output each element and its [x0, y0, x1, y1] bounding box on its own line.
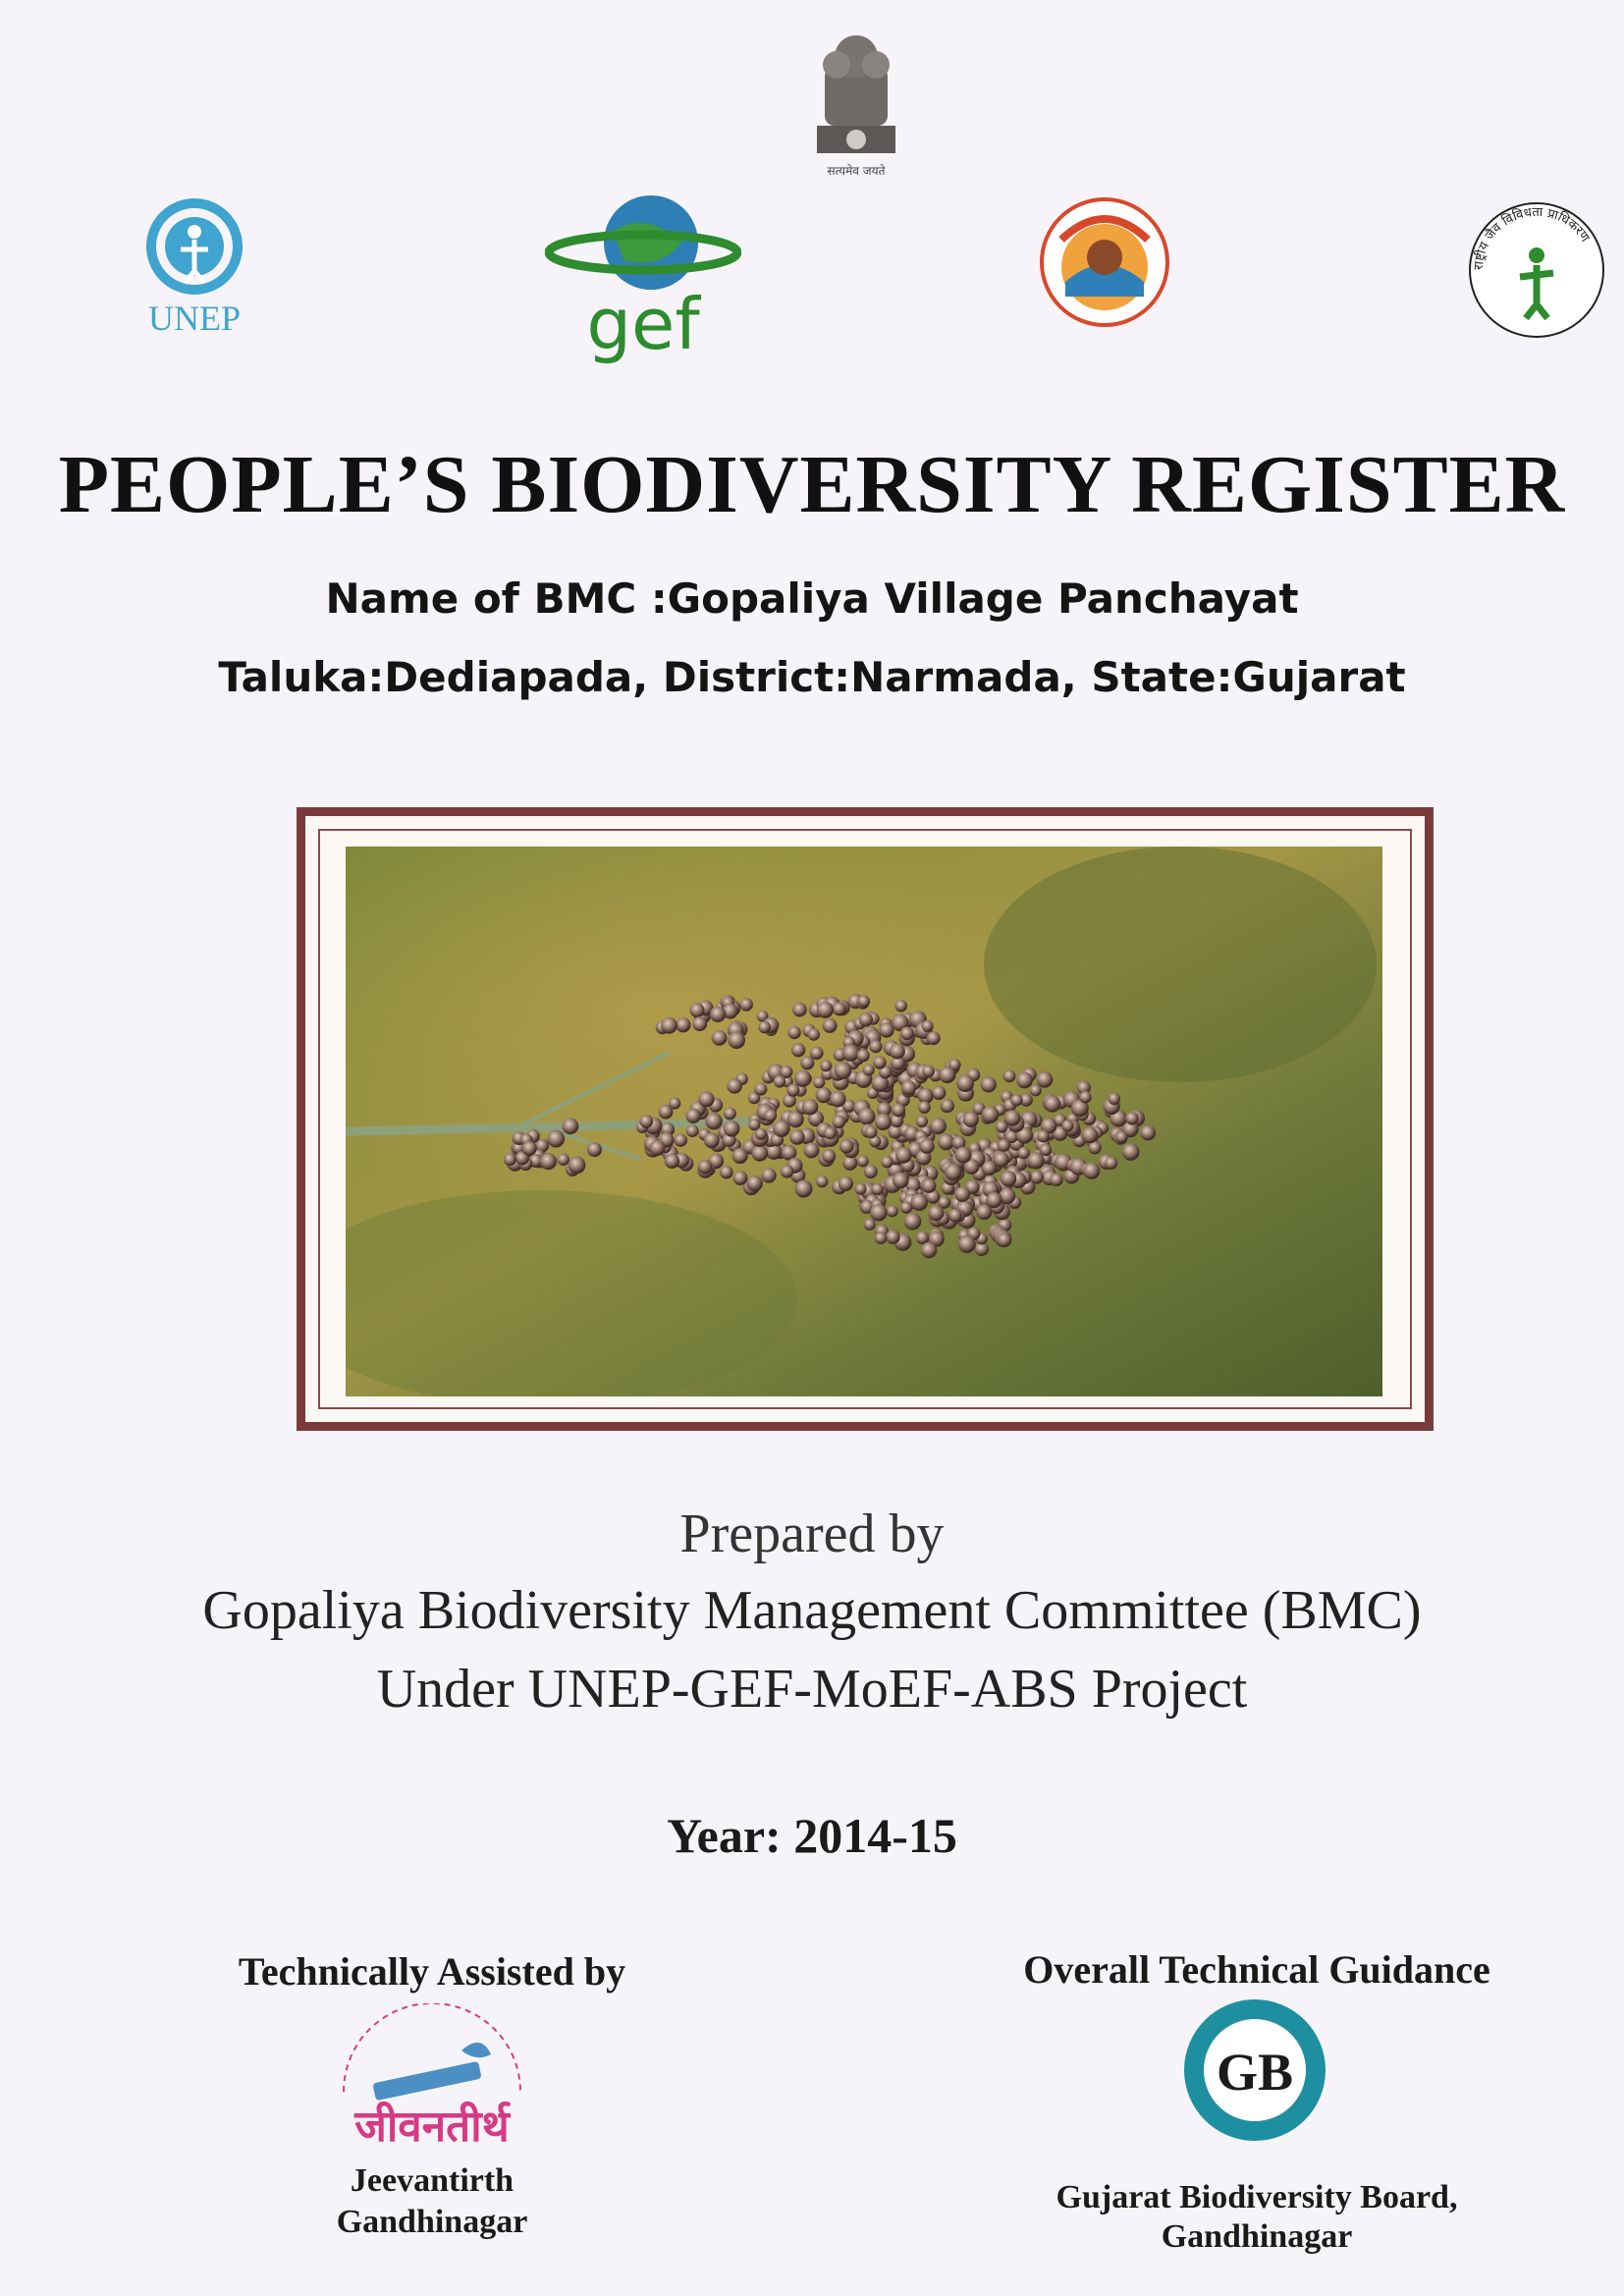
seed — [704, 1132, 720, 1148]
seed — [859, 1012, 873, 1026]
seed — [522, 1141, 537, 1156]
seed — [930, 1118, 947, 1134]
seed — [802, 1099, 819, 1116]
seed — [864, 1165, 878, 1178]
seed — [795, 1180, 813, 1198]
seed — [955, 1147, 972, 1164]
seed — [1004, 1110, 1021, 1126]
seed — [1027, 1152, 1044, 1169]
seed — [881, 1156, 893, 1168]
seed — [1079, 1091, 1091, 1103]
seed — [587, 1142, 602, 1157]
seed — [875, 1114, 892, 1130]
bmc-label: Name of BMC : — [325, 574, 668, 623]
seed — [900, 1201, 912, 1213]
seed — [916, 1116, 928, 1127]
seed — [804, 1142, 820, 1158]
seed — [833, 1002, 846, 1015]
seed — [945, 1164, 961, 1180]
gef-logo — [545, 191, 741, 363]
seed — [1018, 1147, 1030, 1159]
seed — [746, 1175, 762, 1191]
seed — [982, 1106, 1000, 1123]
seed — [650, 1140, 666, 1156]
seed — [754, 1082, 767, 1095]
project-name: Under UNEP-GEF-MoEF-ABS Project — [376, 1659, 1248, 1720]
seed — [857, 1049, 870, 1062]
seed — [764, 1110, 777, 1122]
seed — [997, 1232, 1011, 1247]
jeevantirth-name-line1: Jeevantirth — [350, 2162, 514, 2199]
seed — [817, 1002, 834, 1018]
seed — [928, 1205, 944, 1221]
seed — [728, 1032, 745, 1050]
svg-text:GB: GB — [1216, 2043, 1294, 2102]
bmc-value: Gopaliya Village Panchayat — [667, 574, 1299, 623]
seed — [954, 1186, 970, 1202]
seed — [986, 1192, 1001, 1208]
seed — [857, 1155, 869, 1167]
seed — [893, 1173, 909, 1189]
seed — [1010, 1094, 1022, 1106]
seed — [792, 1003, 807, 1017]
seed — [921, 1242, 937, 1258]
seed — [698, 1091, 714, 1107]
gbb-name-line2: Gandhinagar — [1161, 2218, 1353, 2255]
prepared-by-label: Prepared by — [679, 1503, 945, 1564]
seed — [732, 1148, 748, 1164]
seed — [1108, 1093, 1120, 1106]
seed — [916, 1231, 929, 1244]
seed — [922, 1066, 935, 1078]
seed — [922, 1020, 934, 1032]
seed — [911, 1194, 928, 1211]
seed — [1037, 1071, 1054, 1088]
seed — [1140, 1125, 1156, 1141]
seed — [998, 1139, 1010, 1152]
seed — [835, 1062, 852, 1079]
document-title: PEOPLE’S BIODIVERSITY REGISTER — [58, 439, 1566, 530]
seed — [758, 1021, 771, 1034]
seed — [833, 1116, 846, 1129]
seed — [941, 1099, 954, 1113]
seed — [504, 1153, 516, 1166]
seed — [824, 1127, 837, 1140]
seed — [900, 1027, 914, 1041]
svg-text:UNEP: UNEP — [147, 299, 242, 338]
seed — [895, 1147, 912, 1164]
seed — [938, 1133, 954, 1150]
seed — [568, 1157, 586, 1175]
seed — [808, 1028, 820, 1040]
state-value: Gujarat — [1232, 653, 1406, 701]
seed — [540, 1153, 557, 1170]
seed — [724, 1121, 740, 1137]
seed — [1061, 1120, 1073, 1131]
svg-text:जीवनतीर्थ: जीवनतीर्थ — [354, 2102, 510, 2152]
seed — [994, 1152, 1009, 1168]
district-label: District: — [662, 653, 851, 701]
seed — [686, 1124, 699, 1137]
seed — [871, 1183, 883, 1195]
svg-text:सत्यमेव जयते: सत्यमेव जयते — [827, 164, 886, 178]
seed — [886, 1230, 900, 1244]
seed — [674, 1133, 687, 1147]
seed — [1003, 1069, 1016, 1082]
seed — [870, 1204, 888, 1222]
seed — [1030, 1171, 1044, 1184]
state-label: State: — [1091, 653, 1233, 701]
seed — [710, 1007, 726, 1022]
seed — [927, 1031, 941, 1045]
seed — [981, 1076, 997, 1092]
taluka-value: Dediapada, — [384, 653, 649, 701]
seed — [1082, 1127, 1099, 1144]
seed — [659, 1105, 674, 1120]
seed — [676, 1017, 690, 1032]
seed — [816, 1175, 828, 1187]
seed — [865, 1125, 878, 1138]
seed — [919, 1139, 934, 1154]
seed — [692, 1016, 707, 1031]
gbb-name — [982, 2178, 1532, 2257]
seed — [855, 1183, 867, 1195]
seed — [813, 1076, 825, 1088]
location-line — [0, 653, 1624, 701]
gbb-name-line1: Gujarat Biodiversity Board, — [1056, 2179, 1458, 2215]
seed — [705, 1113, 723, 1130]
seed — [864, 1219, 876, 1230]
svg-text:राष्ट्रीय जैव विविधता प्राधिकर: राष्ट्रीय जैव विविधता प्राधिकरण — [1471, 204, 1593, 271]
seed — [1083, 1163, 1100, 1179]
seed — [755, 1128, 767, 1140]
seed — [839, 1176, 853, 1191]
seed — [740, 998, 753, 1011]
seed — [773, 1120, 790, 1137]
seed — [822, 1149, 836, 1163]
committee-name: Gopaliya Biodiversity Management Committee (BMC) — [202, 1580, 1422, 1641]
seed — [894, 1000, 907, 1012]
seed — [557, 1153, 569, 1166]
seed — [794, 1070, 811, 1087]
seed — [789, 1129, 805, 1145]
seed — [1016, 1072, 1033, 1089]
seed — [698, 1160, 713, 1175]
seed — [948, 1209, 962, 1223]
seed — [810, 1047, 824, 1061]
seed — [842, 1045, 859, 1062]
jeevantirth-logo — [324, 2003, 540, 2170]
seed — [720, 1166, 733, 1179]
seed — [1044, 1096, 1060, 1113]
seed — [781, 1165, 793, 1177]
seed — [892, 1103, 905, 1117]
seed — [830, 1091, 846, 1108]
national-emblem-logo — [807, 27, 905, 185]
unep-logo — [116, 192, 273, 340]
seed — [904, 1213, 922, 1230]
seed — [751, 1145, 768, 1162]
seed — [1050, 1174, 1062, 1186]
seed — [939, 1066, 955, 1083]
seed — [791, 1043, 805, 1057]
seed — [712, 1030, 728, 1046]
seed — [901, 1080, 916, 1095]
svg-text:gef: gef — [586, 283, 700, 363]
seed — [1105, 1157, 1117, 1170]
seed — [1037, 1130, 1050, 1143]
technical-assistance-heading: Technically Assisted by — [238, 1949, 626, 1994]
seed — [816, 1087, 832, 1103]
bmc-line — [0, 574, 1624, 623]
seed — [661, 1017, 677, 1034]
seed — [665, 1154, 679, 1169]
jeevantirth-name — [245, 2160, 619, 2243]
seed — [732, 1171, 747, 1185]
seed — [563, 1118, 579, 1134]
seed — [727, 1078, 742, 1094]
seed — [918, 1101, 931, 1114]
seed — [1125, 1112, 1138, 1124]
document-year: Year: 2014-15 — [667, 1808, 957, 1863]
seed — [956, 1074, 974, 1092]
nba-logo — [1463, 196, 1610, 344]
seed — [1001, 1171, 1017, 1187]
seed — [823, 1018, 838, 1033]
seed — [639, 1115, 653, 1128]
seed — [1115, 1131, 1127, 1143]
seed — [690, 1003, 705, 1017]
taluka-label: Taluka: — [218, 653, 385, 701]
millet-photo — [346, 847, 1382, 1396]
seed — [890, 1044, 905, 1060]
seed — [875, 1231, 888, 1244]
seed — [774, 1075, 786, 1088]
seed — [858, 1108, 875, 1124]
seed — [820, 1060, 832, 1071]
national-project-logo — [1036, 189, 1173, 336]
seed — [787, 1026, 800, 1039]
seed — [686, 1109, 701, 1123]
seed — [932, 1086, 946, 1100]
seed — [873, 1056, 887, 1069]
seed — [786, 1084, 799, 1097]
seed — [863, 1065, 875, 1076]
seed — [1030, 1084, 1042, 1096]
seed — [761, 1168, 776, 1182]
seed — [724, 1107, 736, 1120]
seed — [869, 1040, 882, 1053]
seed — [958, 1235, 976, 1253]
seed — [1122, 1143, 1140, 1161]
district-value: Narmada, — [850, 653, 1077, 701]
seed — [547, 1130, 565, 1148]
seed — [922, 1178, 937, 1193]
seed — [858, 995, 871, 1008]
jeevantirth-name-line2: Gandhinagar — [336, 2204, 528, 2240]
seed — [963, 1112, 979, 1127]
seed — [887, 1205, 898, 1217]
technical-guidance-heading: Overall Technical Guidance — [1023, 1947, 1490, 1992]
gujarat-biodiversity-board-logo — [1176, 1992, 1333, 2149]
seed — [839, 1139, 854, 1154]
